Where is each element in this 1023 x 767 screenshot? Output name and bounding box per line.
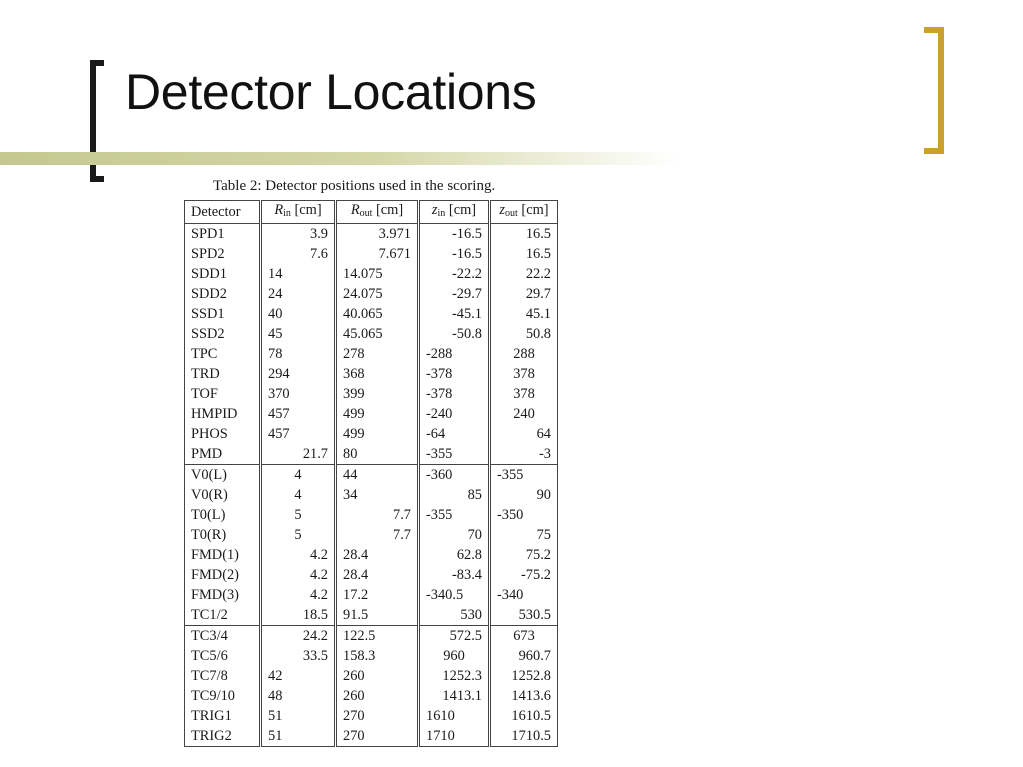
detector-name-cell: SSD2 [185, 324, 261, 344]
table-row [185, 324, 558, 344]
value-cell: 1710 [419, 726, 490, 747]
value-cell: 7.6 [261, 244, 336, 264]
detector-name-cell: TC1/2 [185, 605, 261, 626]
value-cell: 399 [336, 384, 419, 404]
table-header-row [185, 201, 558, 224]
value-cell: 85 [419, 485, 490, 505]
value-cell: 22.2 [490, 264, 558, 284]
value-cell: -45.1 [419, 304, 490, 324]
value-cell: 42 [261, 666, 336, 686]
value-cell: 3.9 [261, 224, 336, 245]
detector-name-cell: V0(L) [185, 465, 261, 486]
value-cell: 673 [490, 626, 558, 647]
value-cell: 530 [419, 605, 490, 626]
value-cell: -355 [419, 444, 490, 465]
value-cell: 34 [336, 485, 419, 505]
title-underline-bar [0, 152, 680, 165]
value-cell: 51 [261, 706, 336, 726]
value-cell: -340.5 [419, 585, 490, 605]
value-cell: 1413.1 [419, 686, 490, 706]
value-cell: 572.5 [419, 626, 490, 647]
right-bracket-decoration [924, 27, 944, 154]
value-cell: 50.8 [490, 324, 558, 344]
value-cell: -16.5 [419, 244, 490, 264]
value-cell: 24 [261, 284, 336, 304]
value-cell: 5 [261, 525, 336, 545]
detector-name-cell: SPD2 [185, 244, 261, 264]
value-cell: 14.075 [336, 264, 419, 284]
value-cell: 28.4 [336, 565, 419, 585]
value-cell: 80 [336, 444, 419, 465]
value-cell: 378 [490, 364, 558, 384]
table-caption: Table 2: Detector positions used in the scoring. [213, 178, 496, 194]
detector-name-cell: TOF [185, 384, 261, 404]
value-cell: 21.7 [261, 444, 336, 465]
value-cell: -3 [490, 444, 558, 465]
value-cell: 4 [261, 465, 336, 486]
value-cell: 270 [336, 706, 419, 726]
table-row [185, 565, 558, 585]
value-cell: 370 [261, 384, 336, 404]
value-cell: -378 [419, 384, 490, 404]
value-cell: 48 [261, 686, 336, 706]
slide-title: Detector Locations [125, 64, 537, 120]
detector-name-cell: FMD(3) [185, 585, 261, 605]
value-cell: 960.7 [490, 646, 558, 666]
value-cell: 28.4 [336, 545, 419, 565]
table-row [185, 505, 558, 525]
table-row [185, 344, 558, 364]
value-cell: 4.2 [261, 545, 336, 565]
header-z-in: $z_{in}$ [cm] [419, 201, 490, 224]
value-cell: 90 [490, 485, 558, 505]
detector-name-cell: PHOS [185, 424, 261, 444]
value-cell: 24.075 [336, 284, 419, 304]
detector-name-cell: SDD2 [185, 284, 261, 304]
value-cell: 17.2 [336, 585, 419, 605]
value-cell: 278 [336, 344, 419, 364]
value-cell: 158.3 [336, 646, 419, 666]
value-cell: 24.2 [261, 626, 336, 647]
value-cell: 499 [336, 424, 419, 444]
table-row [185, 605, 558, 626]
value-cell: 4.2 [261, 585, 336, 605]
value-cell: -240 [419, 404, 490, 424]
value-cell: 75.2 [490, 545, 558, 565]
value-cell: 14 [261, 264, 336, 284]
value-cell: 3.971 [336, 224, 419, 245]
value-cell: 91.5 [336, 605, 419, 626]
value-cell: -378 [419, 364, 490, 384]
value-cell: 288 [490, 344, 558, 364]
detector-name-cell: SSD1 [185, 304, 261, 324]
detector-name-cell: SPD1 [185, 224, 261, 245]
value-cell: -340 [490, 585, 558, 605]
table-row [185, 404, 558, 424]
detector-name-cell: TRIG1 [185, 706, 261, 726]
table-row [185, 686, 558, 706]
detector-name-cell: TRIG2 [185, 726, 261, 747]
detector-name-cell: SDD1 [185, 264, 261, 284]
value-cell: -75.2 [490, 565, 558, 585]
value-cell: 16.5 [490, 224, 558, 245]
value-cell: -50.8 [419, 324, 490, 344]
value-cell: 368 [336, 364, 419, 384]
value-cell: 457 [261, 424, 336, 444]
value-cell: -288 [419, 344, 490, 364]
table-row [185, 626, 558, 647]
value-cell: 1413.6 [490, 686, 558, 706]
value-cell: -355 [419, 505, 490, 525]
value-cell: -83.4 [419, 565, 490, 585]
table-row [185, 424, 558, 444]
value-cell: 44 [336, 465, 419, 486]
detector-name-cell: PMD [185, 444, 261, 465]
table-row [185, 646, 558, 666]
detector-name-cell: T0(L) [185, 505, 261, 525]
value-cell: -355 [490, 465, 558, 486]
value-cell: 45 [261, 324, 336, 344]
detector-positions-table [184, 200, 558, 747]
table-row [185, 264, 558, 284]
value-cell: -29.7 [419, 284, 490, 304]
table-row [185, 585, 558, 605]
value-cell: 122.5 [336, 626, 419, 647]
table-row [185, 284, 558, 304]
value-cell: 1610.5 [490, 706, 558, 726]
value-cell: 45.065 [336, 324, 419, 344]
table-row [185, 364, 558, 384]
value-cell: 260 [336, 666, 419, 686]
value-cell: 33.5 [261, 646, 336, 666]
header-z-out: $z_{out}$ [cm] [490, 201, 558, 224]
detector-name-cell: TC9/10 [185, 686, 261, 706]
detector-name-cell: T0(R) [185, 525, 261, 545]
table-body [185, 224, 558, 747]
detector-name-cell: TPC [185, 344, 261, 364]
value-cell: 1252.3 [419, 666, 490, 686]
value-cell: 260 [336, 686, 419, 706]
table-row [185, 485, 558, 505]
detector-name-cell: V0(R) [185, 485, 261, 505]
value-cell: 7.671 [336, 244, 419, 264]
value-cell: 378 [490, 384, 558, 404]
header-detector: Detector [185, 201, 261, 224]
table-row [185, 545, 558, 565]
value-cell: 45.1 [490, 304, 558, 324]
value-cell: -360 [419, 465, 490, 486]
value-cell: 960 [419, 646, 490, 666]
detector-name-cell: FMD(1) [185, 545, 261, 565]
value-cell: 70 [419, 525, 490, 545]
value-cell: 51 [261, 726, 336, 747]
value-cell: 5 [261, 505, 336, 525]
value-cell: 1610 [419, 706, 490, 726]
value-cell: 1252.8 [490, 666, 558, 686]
value-cell: 78 [261, 344, 336, 364]
value-cell: 75 [490, 525, 558, 545]
value-cell: -16.5 [419, 224, 490, 245]
table-row [185, 465, 558, 486]
table-row [185, 525, 558, 545]
value-cell: 1710.5 [490, 726, 558, 747]
value-cell: 7.7 [336, 505, 419, 525]
value-cell: 40.065 [336, 304, 419, 324]
value-cell: 40 [261, 304, 336, 324]
value-cell: 4 [261, 485, 336, 505]
table-row [185, 244, 558, 264]
table-row [185, 304, 558, 324]
detector-name-cell: TC5/6 [185, 646, 261, 666]
value-cell: 16.5 [490, 244, 558, 264]
value-cell: 18.5 [261, 605, 336, 626]
table-row [185, 444, 558, 465]
value-cell: 457 [261, 404, 336, 424]
value-cell: -64 [419, 424, 490, 444]
detector-name-cell: HMPID [185, 404, 261, 424]
value-cell: 4.2 [261, 565, 336, 585]
table-row [185, 726, 558, 747]
value-cell: 29.7 [490, 284, 558, 304]
table-row [185, 224, 558, 245]
value-cell: 62.8 [419, 545, 490, 565]
value-cell: 530.5 [490, 605, 558, 626]
detector-name-cell: FMD(2) [185, 565, 261, 585]
value-cell: 270 [336, 726, 419, 747]
header-r-out: $R_{out}$ [cm] [336, 201, 419, 224]
value-cell: 64 [490, 424, 558, 444]
table-row [185, 384, 558, 404]
detector-name-cell: TC7/8 [185, 666, 261, 686]
value-cell: 7.7 [336, 525, 419, 545]
table-row [185, 666, 558, 686]
detector-name-cell: TC3/4 [185, 626, 261, 647]
value-cell: 499 [336, 404, 419, 424]
header-r-in: $R_{in}$ [cm] [261, 201, 336, 224]
value-cell: -350 [490, 505, 558, 525]
value-cell: -22.2 [419, 264, 490, 284]
value-cell: 294 [261, 364, 336, 384]
value-cell: 240 [490, 404, 558, 424]
detector-name-cell: TRD [185, 364, 261, 384]
table-row [185, 706, 558, 726]
